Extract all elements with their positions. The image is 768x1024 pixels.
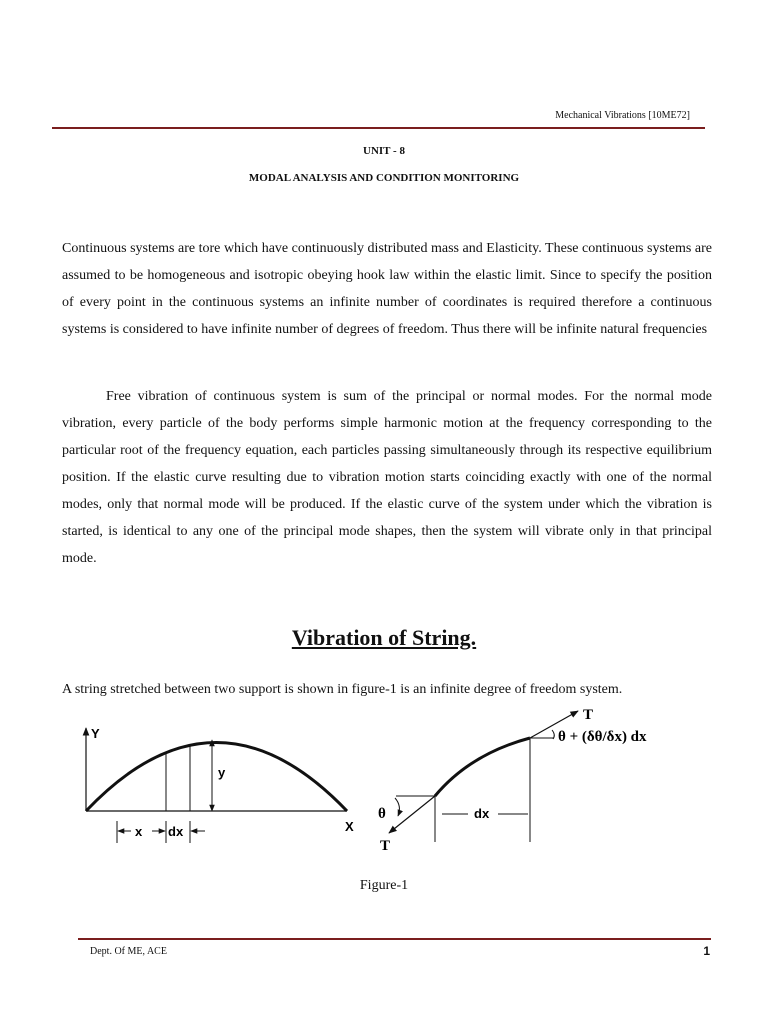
section-title: Vibration of String. (291, 625, 477, 650)
section-intro: A string stretched between two support is shown in figure-1 is an infinite degree of freedom system. (62, 682, 623, 697)
element-curve (435, 738, 530, 796)
theta-plus-label: θ + (δθ/δx) dx (558, 729, 647, 745)
page-number: 1 (703, 944, 710, 958)
footer-dept: Dept. Of ME, ACE (90, 946, 167, 957)
figure-caption: Figure-1 (359, 878, 409, 893)
unit-heading: UNIT - 8 (363, 145, 405, 157)
tension-top-label: T (583, 707, 594, 723)
chapter-title: MODAL ANALYSIS AND CONDITION MONITORING (248, 172, 520, 184)
theta-label: θ (378, 806, 386, 822)
x-axis-label: X (345, 819, 354, 834)
tension-bottom-arrow (389, 796, 435, 833)
theta-arc (395, 798, 399, 816)
y-dimension-label: y (218, 765, 226, 780)
string-curve (86, 743, 347, 812)
paragraph-intro: Continuous systems are tore which have continuously distributed mass and Elasticity. These continuous systems are assumed to be homogeneous and isotropic obeying hook law within the elastic limit. Since to specify the position of every point in the continuous systems an infinite number of coordinates is required therefore a continuous systems is considered to have infinite number of degrees of freedom. Thus there will be infinite natural frequencies (62, 241, 712, 337)
dx-dimension-label: dx (168, 824, 184, 839)
footer-rule (78, 938, 711, 940)
dx-element-label: dx (474, 806, 490, 821)
tension-bottom-label: T (380, 838, 391, 854)
figure-string-diagram (0, 700, 768, 870)
paragraph-normal-modes: Free vibration of continuous system is sum of the principal or normal modes. For the normal mode vibration, every particle of the body performs simple harmonic motion at the frequency corresponding to the particular root of the frequency equation, each particles passing simultaneously through its respective equilibrium position. If the elastic curve resulting due to vibration motion starts coinciding exactly with one of the normal modes, only that normal mode will be produced. If the elastic curve of the system under which the vibration is started, is identical to any one of the principal mode shapes, then the system will vibrate only in that principal mode. (62, 389, 712, 566)
header-rule (52, 127, 705, 129)
course-header: Mechanical Vibrations [10ME72] (555, 110, 690, 121)
x-dimension-label: x (135, 824, 143, 839)
y-axis-label: Y (91, 726, 100, 741)
